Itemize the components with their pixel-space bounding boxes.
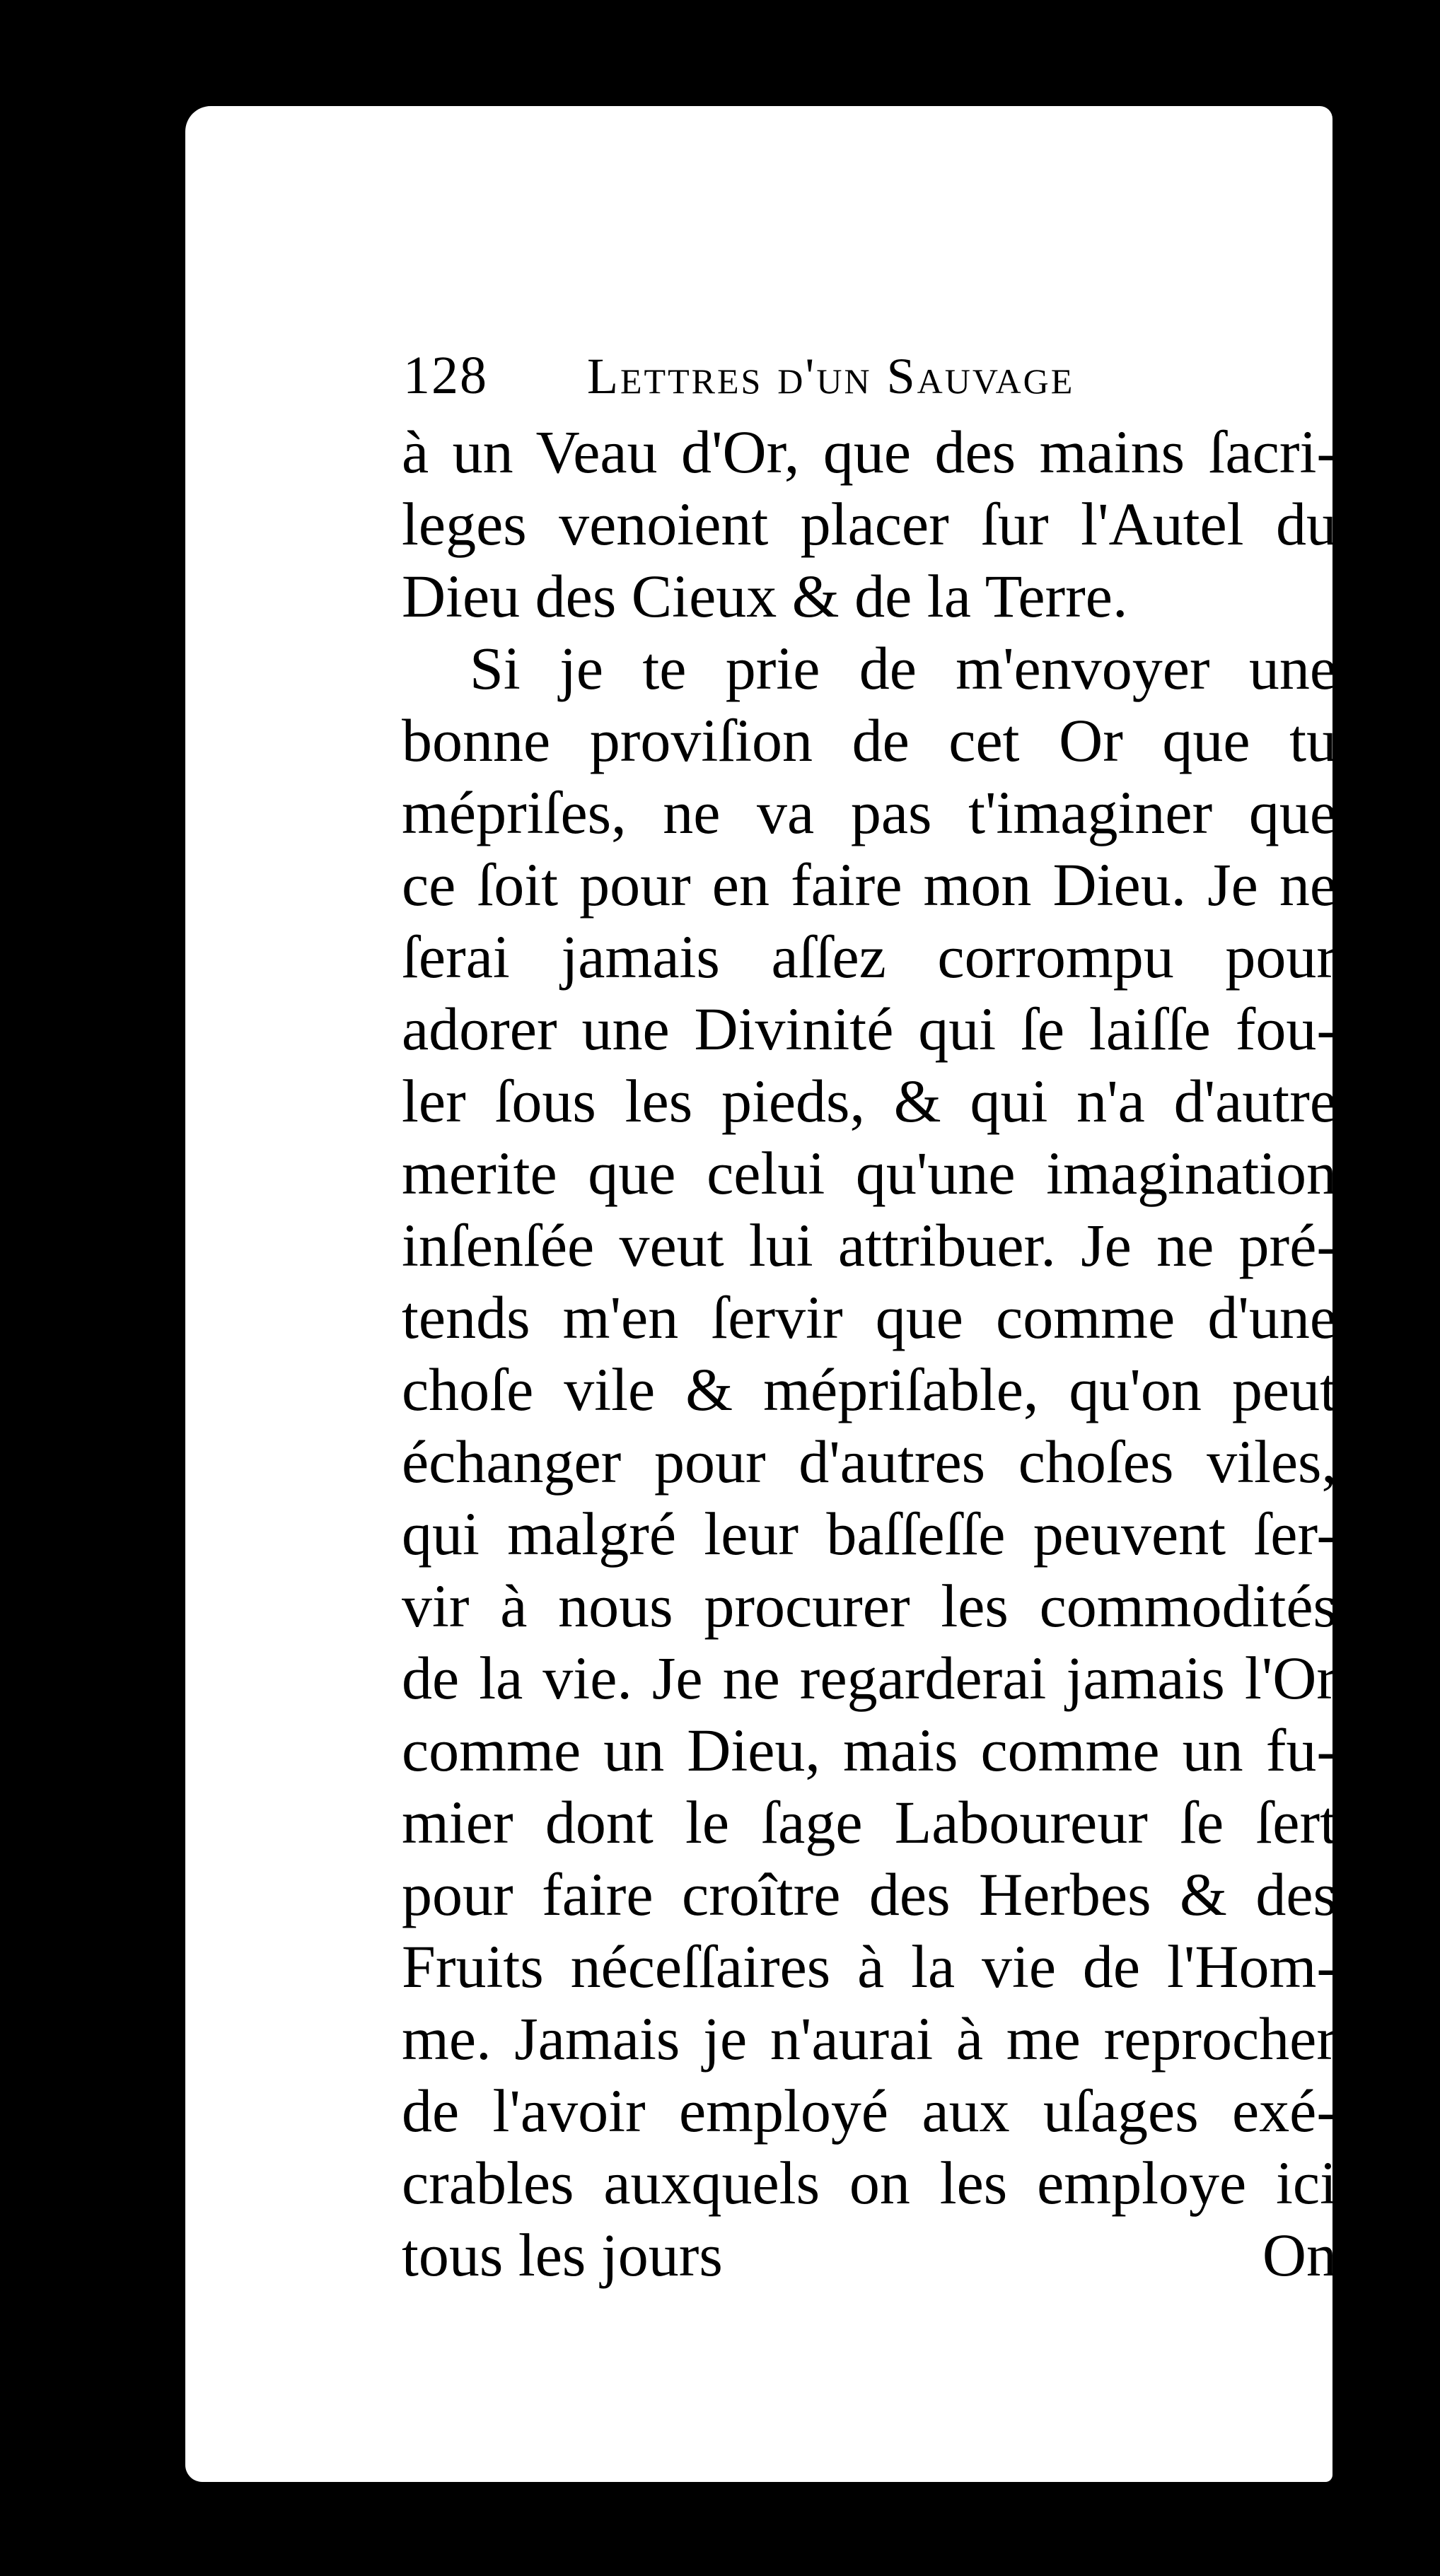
text-line: de la vie. Je ne regarderai jamais l'Or <box>402 1644 1337 1712</box>
text-line: tends m'en ſervir que comme d'une <box>402 1283 1337 1351</box>
catchword: On <box>1262 2221 1337 2289</box>
text-line: adorer une Divinité qui ſe laiſſe fou- <box>402 995 1337 1063</box>
text-line: me. Jamais je n'aurai à me reprocher <box>402 2005 1337 2073</box>
page-number: 128 <box>403 346 488 405</box>
running-title: Lettres d'un Sauvage <box>587 348 1075 404</box>
text-line: crables auxquels on les employe ici <box>402 2149 1337 2217</box>
text-line: choſe vile & mépriſable, qu'on peut <box>402 1356 1337 1423</box>
text-line: échanger pour d'autres choſes viles, <box>402 1428 1337 1496</box>
text-line: ce ſoit pour en faire mon Dieu. Je ne <box>402 851 1337 919</box>
text-line: Fruits néceſſaires à la vie de l'Hom- <box>402 1933 1337 2000</box>
text-line: leges venoient placer ſur l'Autel du <box>402 490 1337 558</box>
text-line: tous les jours <box>402 2221 723 2289</box>
text-line: mier dont le ſage Laboureur ſe ſert <box>402 1788 1337 1856</box>
text-line: merite que celui qu'une imagination <box>402 1139 1337 1207</box>
body-text <box>402 416 1337 2291</box>
text-line: qui malgré leur baſſeſſe peuvent ſer- <box>402 1500 1337 1568</box>
text-line: comme un Dieu, mais comme un fu- <box>402 1716 1337 1784</box>
text-line: ler ſous les pieds, & qui n'a d'autre <box>402 1067 1337 1135</box>
text-line: vir à nous procurer les commodités <box>402 1572 1337 1640</box>
dust-speck <box>322 315 326 319</box>
text-line: à un Veau d'Or, que des mains ſacri- <box>402 418 1337 486</box>
text-line: ſerai jamais aſſez corrompu pour <box>402 923 1337 991</box>
text-line: inſenſée veut lui attribuer. Je ne pré- <box>402 1211 1337 1279</box>
page-header <box>403 345 1337 409</box>
text-line: bonne proviſion de cet Or que tu <box>402 706 1337 774</box>
final-line <box>402 2219 1337 2291</box>
text-line: pour faire croître des Herbes & des <box>402 1860 1337 1928</box>
dust-speck <box>376 1411 381 1416</box>
text-line: Si je te prie de m'envoyer une <box>470 634 1337 702</box>
text-line: de l'avoir employé aux uſages exé- <box>402 2077 1337 2145</box>
dust-speck <box>310 2359 314 2363</box>
text-line: Dieu des Cieux & de la Terre. <box>402 562 1128 630</box>
text-line: mépriſes, ne va pas t'imaginer que <box>402 779 1337 846</box>
